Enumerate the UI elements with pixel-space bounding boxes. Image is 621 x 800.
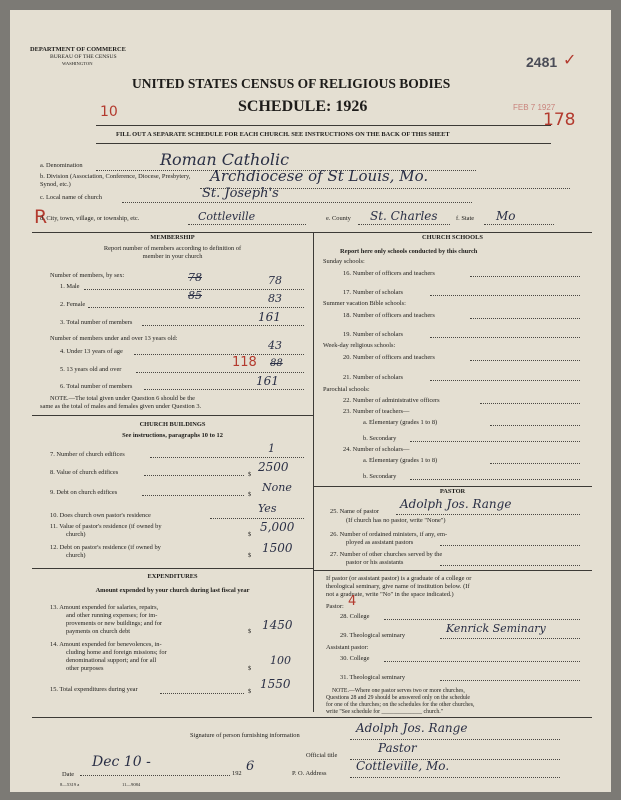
state-line	[484, 224, 554, 225]
q13-line-4: payments on church debt	[66, 628, 131, 635]
q28-line	[384, 619, 580, 620]
q10-label: 10. Does church own pastor's residence	[50, 512, 151, 519]
q23a-label: a. Elementary (grades 1 to 8)	[363, 419, 438, 426]
pastor-title: PASTOR	[439, 488, 466, 495]
census-schedule-page	[10, 10, 611, 792]
q1-value: 78	[268, 274, 282, 287]
division-value: Archdiocese of St Louis, Mo.	[210, 167, 429, 185]
q9-value: None	[262, 481, 292, 494]
instruction-rule	[96, 143, 551, 144]
city-label-field: d. City, town, village, or township, etc.	[40, 215, 140, 222]
city-label: WASHINGTON	[62, 61, 93, 66]
expenditures-title: EXPENDITURES	[147, 573, 198, 580]
q18-label: 18. Number of officers and teachers	[343, 312, 435, 319]
membership-note-2: same as the total of males and females given under Question 3.	[40, 403, 202, 410]
q17-label: 17. Number of scholars	[343, 289, 403, 296]
q17-line	[430, 295, 580, 296]
vacation-heading: Summer vacation Bible schools:	[323, 300, 406, 307]
membership-note-1: NOTE.—The total given under Question 6 should be the	[50, 395, 196, 402]
q15-value: 1550	[260, 677, 291, 691]
q13-line-3: provements or new buildings; and for	[66, 620, 163, 627]
schedule-title: SCHEDULE: 1926	[238, 98, 368, 115]
date-line	[80, 775, 230, 776]
q21-line	[430, 380, 580, 381]
q26-label-1: 26. Number of ordained ministers, if any, em-	[330, 531, 448, 538]
grad-note-3: not a graduate, write "No" in the space indicated.)	[326, 591, 454, 598]
q30-line	[384, 661, 580, 662]
q14-value: 100	[270, 654, 291, 667]
q26-line	[440, 545, 580, 546]
pastor-note-2: Questions 28 and 29 should be answered only on the schedule	[326, 695, 470, 701]
q11-label-1: 11. Value of pastor's residence (if owned by	[50, 523, 162, 530]
q16-line	[470, 276, 580, 277]
grad-rule	[313, 570, 592, 571]
q9-currency: $	[248, 491, 252, 498]
q29-label: 29. Theological seminary	[340, 632, 406, 639]
state-label: f. State	[456, 215, 475, 222]
official-title-label: Official title	[306, 752, 338, 759]
q12-label-1: 12. Debt on pastor's residence (if owned by	[50, 544, 161, 551]
q23-label: 23. Number of teachers—	[343, 408, 410, 415]
q12-label-2: church)	[66, 552, 86, 559]
q12-value: 1500	[262, 541, 293, 555]
signature-line	[350, 739, 560, 740]
denomination-value: Roman Catholic	[160, 150, 290, 169]
q20-label: 20. Number of officers and teachers	[343, 354, 435, 361]
department-label: DEPARTMENT OF COMMERCE	[30, 46, 126, 53]
q23a-line	[490, 425, 580, 426]
county-line	[358, 224, 450, 225]
county-label: e. County	[326, 215, 351, 222]
membership-intro-2: member in your church	[142, 253, 203, 260]
q10-value: Yes	[258, 502, 277, 515]
q19-line	[430, 337, 580, 338]
q13-line-2: and other running expenses; for im-	[66, 612, 158, 619]
q11-label-2: church)	[66, 531, 86, 538]
age-heading: Number of members under and over 13 years old:	[50, 335, 178, 342]
year-value: 6	[246, 759, 255, 774]
print-number: 11—9084	[122, 782, 141, 787]
q31-line	[440, 680, 580, 681]
bureau-label: BUREAU OF THE CENSUS	[50, 54, 117, 60]
check-mark-icon: ✓	[563, 50, 577, 69]
local-name-value: St. Joseph's	[202, 186, 279, 201]
by-sex-label: Number of members, by sex:	[50, 272, 125, 279]
state-value: Mo	[496, 209, 516, 223]
q9-line	[142, 495, 244, 496]
q15-label: 15. Total expenditures during year	[50, 686, 138, 693]
q24b-label: b. Secondary	[363, 473, 397, 480]
q14-line-3: denominational support; and for all	[66, 657, 157, 664]
pastor-note-4: write "See schedule for ______________ church."	[326, 709, 444, 715]
instruction-line: FILL OUT A SEPARATE SCHEDULE FOR EACH CHURCH. SEE INSTRUCTIONS ON THE BACK OF THIS SHEET	[116, 131, 450, 138]
q11-value: 5,000	[260, 520, 295, 534]
q16-label: 16. Number of officers and teachers	[343, 270, 435, 277]
schools-title: CHURCH SCHOOLS	[422, 234, 483, 241]
q8-value: 2500	[258, 460, 289, 474]
received-stamp: FEB 7 1927	[513, 103, 556, 112]
q14-line-2: cluding home and foreign missions; for	[66, 649, 167, 656]
q22-line	[480, 403, 580, 404]
buildings-sub: See instructions, paragraphs 10 to 12	[122, 432, 223, 439]
q24b-line	[410, 479, 580, 480]
year-prefix: 192	[232, 770, 242, 777]
q6-value: 161	[256, 374, 279, 388]
q21-label: 21. Number of scholars	[343, 374, 403, 381]
q27-label-1: 27. Number of other churches served by the	[330, 551, 443, 558]
q9-label: 9. Debt on church edifices	[50, 489, 118, 496]
address-label: P. O. Address	[292, 770, 327, 777]
q25-note: (If church has no pastor, write "None")	[346, 517, 446, 524]
q1-label: 1. Male	[60, 283, 80, 290]
q25-line	[396, 514, 580, 515]
expenditures-sub: Amount expended by your church during last fiscal year	[95, 587, 250, 594]
q24a-label: a. Elementary (grades 1 to 8)	[363, 457, 438, 464]
q25-value: Adolph Jos. Range	[400, 497, 512, 511]
q18-line	[470, 318, 580, 319]
q7-value: 1	[268, 442, 275, 455]
q22-label: 22. Number of administrative officers	[343, 397, 440, 404]
pastor-mark: 4	[348, 594, 357, 609]
q29-value: Kenrick Seminary	[446, 622, 546, 635]
q3-label: 3. Total number of members	[60, 319, 133, 326]
official-title-value: Pastor	[378, 741, 417, 755]
q12-currency: $	[248, 552, 252, 559]
buildings-rule	[32, 415, 313, 416]
q10-line	[210, 518, 304, 519]
q5-value: 118	[232, 355, 257, 370]
q13-currency: $	[248, 628, 252, 635]
q30-label: 30. College	[340, 655, 370, 662]
q7-label: 7. Number of church edifices	[50, 451, 125, 458]
date-label: Date	[62, 771, 75, 778]
pastor-sub-label: Pastor:	[326, 603, 344, 610]
q4-line	[134, 354, 304, 355]
q11-currency: $	[248, 531, 252, 538]
signature-rule	[32, 717, 592, 718]
q5-line	[136, 372, 304, 373]
q20-line	[470, 360, 580, 361]
q6-line	[144, 389, 304, 390]
signature-value: Adolph Jos. Range	[356, 721, 468, 735]
margin-mark: R	[34, 206, 48, 228]
column-divider	[313, 232, 314, 712]
q23b-label: b. Secondary	[363, 435, 397, 442]
q8-label: 8. Value of church edifices	[50, 469, 119, 476]
membership-intro-1: Report number of members according to definition of	[103, 245, 242, 252]
buildings-title: CHURCH BUILDINGS	[139, 421, 206, 428]
title-rule	[96, 125, 551, 126]
address-value: Cottleville, Mo.	[356, 759, 450, 773]
handwritten-number: 178	[543, 110, 576, 130]
q14-line-4: other purposes	[66, 665, 104, 672]
city-value: Cottleville	[198, 210, 256, 223]
q13-value: 1450	[262, 618, 293, 632]
q27-label-2: pastor or his assistants	[346, 559, 404, 566]
q24-label: 24. Number of scholars—	[343, 446, 410, 453]
q19-label: 19. Number of scholars	[343, 331, 403, 338]
section-top-rule	[32, 232, 592, 233]
page-number: 10	[100, 104, 118, 120]
county-value: St. Charles	[370, 209, 438, 223]
q23b-line	[410, 441, 580, 442]
q2-label: 2. Female	[60, 301, 86, 308]
parochial-heading: Parochial schools:	[323, 386, 370, 393]
denomination-label: a. Denomination	[40, 162, 83, 169]
assistant-label: Assistant pastor:	[326, 644, 369, 651]
grad-note-2: theological seminary, give name of institution below. (If	[326, 583, 470, 590]
q7-line	[150, 457, 304, 458]
q2-value: 83	[268, 292, 282, 305]
q2-line	[88, 307, 304, 308]
q8-currency: $	[248, 471, 252, 478]
q29-line	[440, 638, 580, 639]
q4-value: 43	[268, 339, 282, 352]
q14-line-1: 14. Amount expended for benevolences, in-	[50, 641, 162, 648]
q28-label: 28. College	[340, 613, 370, 620]
signature-label: Signature of person furnishing information	[190, 732, 300, 739]
date-value: Dec 10 -	[92, 754, 151, 770]
division-label: b. Division (Association, Conference, Diocese, Presbytery, Synod, etc.)	[40, 173, 191, 188]
q15-line	[160, 693, 244, 694]
expenditures-rule	[32, 568, 313, 569]
stamp-number: 2481	[526, 54, 558, 70]
pastor-note-3: for one of the churches; on the schedules for the other churches,	[326, 702, 475, 708]
q1-struck: 78	[188, 271, 202, 284]
q31-label: 31. Theological seminary	[340, 674, 406, 681]
q14-currency: $	[248, 665, 252, 672]
local-name-label: c. Local name of church	[40, 194, 102, 201]
q5-struck: 88	[270, 358, 283, 369]
address-line	[350, 777, 560, 778]
q15-currency: $	[248, 688, 252, 695]
weekday-heading: Week-day religious schools:	[323, 342, 396, 349]
q25-label: 25. Name of pastor	[330, 508, 379, 515]
q3-value: 161	[258, 310, 281, 324]
q4-label: 4. Under 13 years of age	[60, 348, 123, 355]
schools-sub: Report here only schools conducted by this church	[340, 248, 478, 255]
q2-struck: 85	[188, 289, 202, 302]
city-line	[188, 224, 306, 225]
q27-line	[440, 565, 580, 566]
sunday-heading: Sunday schools:	[323, 258, 365, 265]
q13-line-1: 13. Amount expended for salaries, repairs,	[50, 604, 159, 611]
form-title: UNITED STATES CENSUS OF RELIGIOUS BODIES	[132, 76, 451, 91]
q5-label: 5. 13 years old and over	[60, 366, 122, 373]
grad-note-1: If pastor (or assistant pastor) is a graduate of a college or	[326, 575, 472, 582]
q24a-line	[490, 463, 580, 464]
membership-title: MEMBERSHIP	[150, 234, 195, 241]
q26-label-2: ployed as assistant pastors	[346, 539, 414, 546]
local-name-line	[122, 202, 472, 203]
q3-line	[142, 325, 304, 326]
q6-label: 6. Total number of members	[60, 383, 133, 390]
form-number: 8—5319 a	[60, 782, 80, 787]
pastor-note-1: NOTE.—Where one pastor serves two or more churches,	[332, 688, 465, 694]
q8-line	[144, 475, 244, 476]
pastor-rule	[313, 486, 592, 487]
